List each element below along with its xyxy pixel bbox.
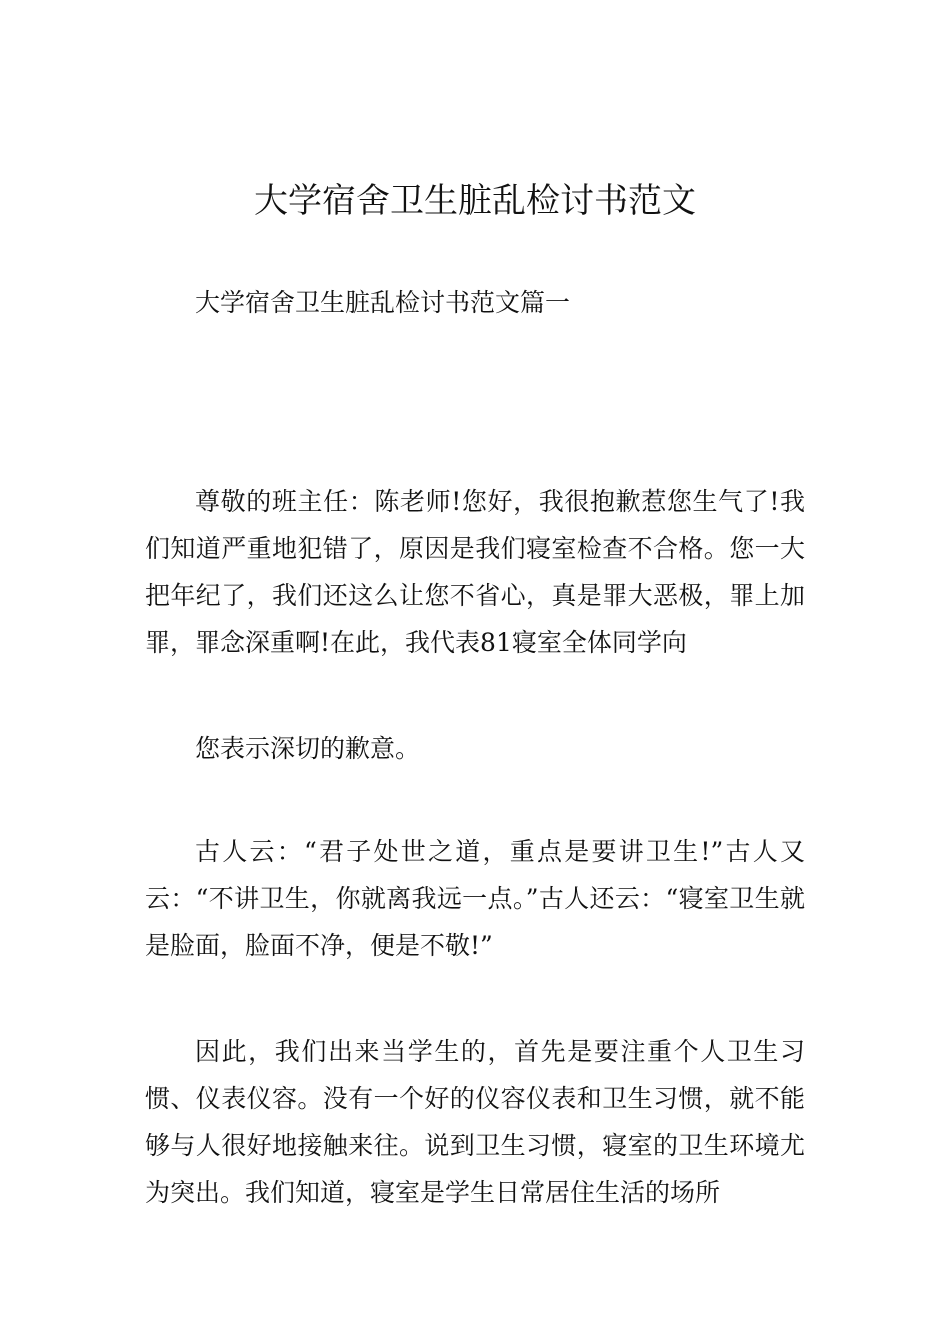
section-heading-text: 大学宿舍卫生脏乱检讨书范文篇一 [195, 288, 571, 317]
paragraph-3 [145, 828, 805, 969]
paragraph-4 [145, 1028, 805, 1216]
document-title: 大学宿舍卫生脏乱检讨书范文 [254, 181, 696, 221]
paragraph-text: 古人云：“君子处世之道，重点是要讲卫生!”古人又云：“不讲卫生，你就离我远一点。”古人还云：“寝室卫生就是脸面，脸面不净，便是不敬!” [145, 837, 805, 960]
paragraph-text: 您表示深切的歉意。 [195, 734, 421, 763]
paragraph-text: 因此，我们出来当学生的，首先是要注重个人卫生习惯、仪表仪容。没有一个好的仪容仪表和卫生习惯，就不能够与人很好地接触来往。说到卫生习惯，寝室的卫生环境尤为突出。我们知道，寝室是学生日常居住生活的场所 [145, 1037, 805, 1207]
paragraph-2 [145, 725, 805, 772]
paragraph-text: 尊敬的班主任：陈老师!您好，我很抱歉惹您生气了!我们知道严重地犯错了，原因是我们寝室检查不合格。您一大把年纪了，我们还这么让您不省心，真是罪大恶极，罪上加罪，罪念深重啊!在此，我代表81寝室全体同学向 [145, 487, 805, 657]
paragraph-1 [145, 478, 805, 666]
section-heading [145, 279, 805, 326]
